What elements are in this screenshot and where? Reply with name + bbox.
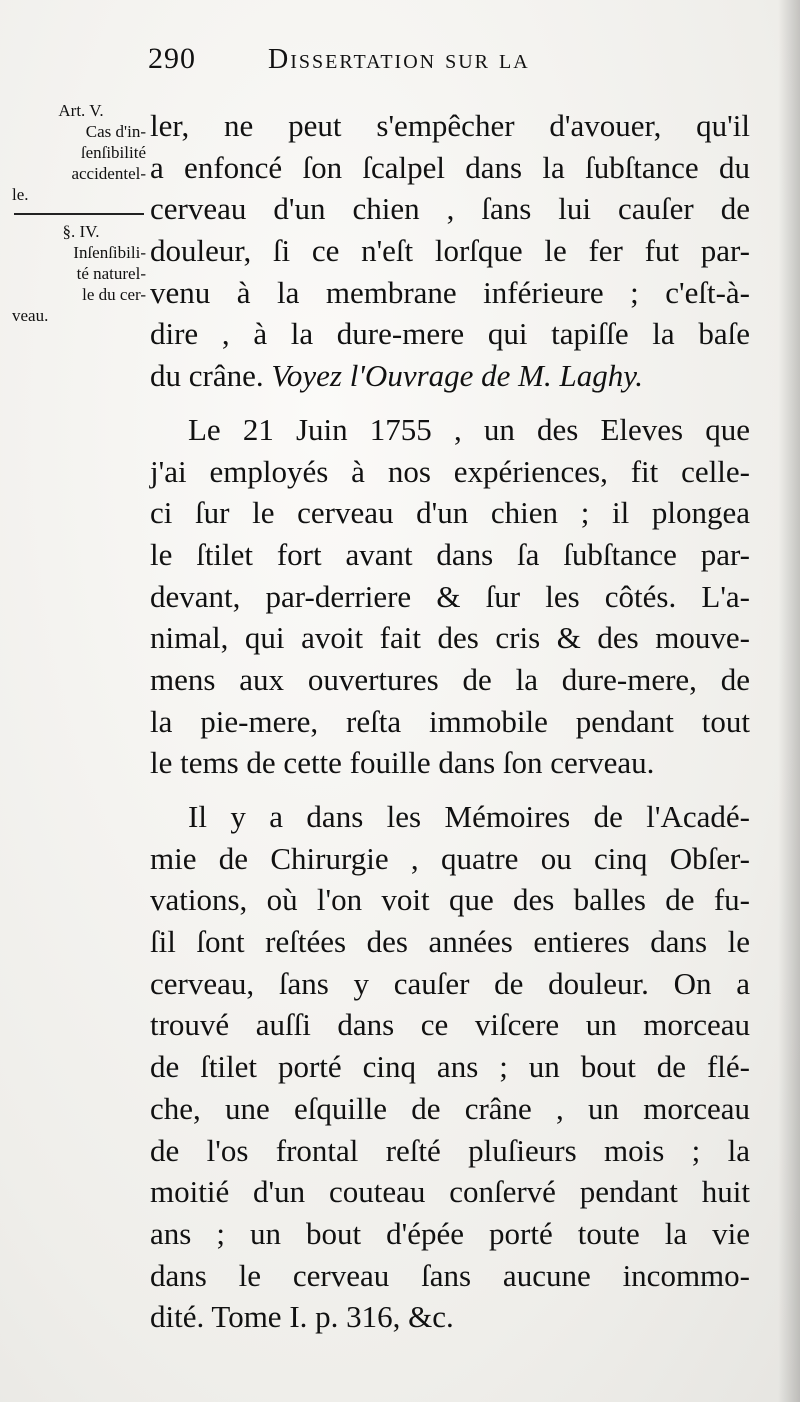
- text-line: venu à la membrane inférieure ; c'eſt-à-: [150, 274, 750, 310]
- text-line: mens aux ouvertures de la dure-mere, de: [150, 661, 750, 697]
- text-line: la pie-mere, reſta immobile pendant tout: [150, 703, 750, 739]
- text-line: che, une eſquille de crâne , un morceau: [150, 1090, 750, 1126]
- text-line: moitié d'un couteau conſervé pendant huit: [150, 1174, 750, 1210]
- text-line: le ſtilet fort avant dans ſa ſubſtance par-: [150, 536, 750, 572]
- text-line: Il y a dans les Mémoires de l'Acadé-: [188, 799, 750, 834]
- text-line: douleur, ſi ce n'eſt lorſque le fer fut par-: [150, 233, 750, 269]
- running-title: Dissertation sur la: [268, 44, 530, 75]
- margin-note-line: ſenſibilité: [80, 143, 146, 162]
- text-line: cerveau, ſans y cauſer de douleur. On a: [150, 965, 750, 1001]
- text-line: de l'os frontal reſté pluſieurs mois ; la: [150, 1132, 750, 1168]
- text-line: ans ; un bout d'épée porté toute la vie: [150, 1215, 750, 1251]
- margin-note-line: veau.: [12, 306, 49, 325]
- paragraph-3: [150, 796, 750, 1338]
- text-line: [150, 355, 750, 397]
- margin-note-line: accidentel-: [71, 164, 146, 183]
- margin-divider: [14, 213, 144, 215]
- margin-note-line: le du cer-: [82, 285, 146, 304]
- text-line: j'ai employés à nos expériences, fit celle-: [150, 453, 750, 489]
- text-line: dire , à la dure-mere qui tapiſſe la baſe: [150, 316, 750, 352]
- text-line: mie de Chirurgie , quatre ou cinq Obſer-: [150, 840, 750, 876]
- text-line: le tems de cette fouille dans ſon cerveau.: [150, 745, 655, 781]
- page-number: 290: [148, 42, 196, 75]
- text-line: dans le cerveau ſans aucune incommo-: [150, 1257, 750, 1293]
- page-edge-shadow: [778, 0, 800, 1402]
- citation-italic: Voyez l'Ouvrage de M. Laghy.: [271, 358, 644, 394]
- body-text: [150, 105, 750, 1338]
- text-line: cerveau d'un chien , ſans lui cauſer de: [150, 191, 750, 227]
- margin-note-section: §. IV.: [62, 222, 100, 241]
- margin-note-line: té naturel-: [76, 264, 146, 283]
- citation-prefix: du crâne.: [150, 358, 272, 394]
- text-line: ci ſur le cerveau d'un chien ; il plongea: [150, 495, 750, 531]
- text-line: ler, ne peut s'empêcher d'avouer, qu'il: [150, 108, 750, 143]
- margin-note-line: Cas d'in-: [85, 122, 146, 141]
- paragraph-1: [150, 105, 750, 397]
- text-line: nimal, qui avoit fait des cris & des mouve-: [150, 620, 750, 656]
- paragraph-2: [150, 409, 750, 784]
- text-line: devant, par-derriere & ſur les côtés. L'a-: [150, 578, 750, 614]
- margin-note-article: Art. V.: [58, 101, 104, 120]
- text-line: vations, où l'on voit que des balles de fu-: [150, 882, 750, 918]
- text-line: Le 21 Juin 1755 , un des Eleves que: [188, 411, 750, 447]
- margin-note-line: le.: [12, 185, 29, 204]
- page-header: [148, 42, 648, 92]
- margin-note-line: Inſenſibili-: [73, 243, 146, 262]
- text-line: ſil ſont reſtées des années entieres dans le: [150, 924, 750, 960]
- margin-notes: [12, 100, 150, 326]
- text-line: trouvé auſſi dans ce viſcere un morceau: [150, 1007, 750, 1043]
- text-line: a enfoncé ſon ſcalpel dans la ſubſtance du: [150, 149, 750, 185]
- text-line: de ſtilet porté cinq ans ; un bout de flé-: [150, 1049, 750, 1085]
- text-line: dité. Tome I. p. 316, &c.: [150, 1299, 454, 1335]
